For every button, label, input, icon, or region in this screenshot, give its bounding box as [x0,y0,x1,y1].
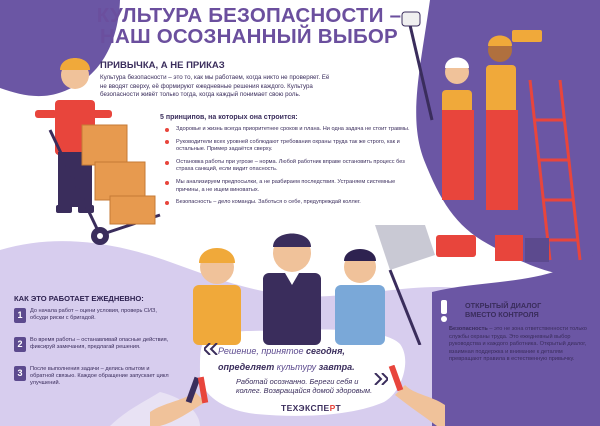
page-title-line1: КУЛЬТУРА БЕЗОПАСНОСТИ – [96,4,402,27]
open-quote-icon [204,343,218,355]
principle-item: Остановка работы при угрозе – норма. Любой работник вправе остановить процесс без страха санкций, если видит опасность. [165,159,415,174]
intro-heading: ПРИВЫЧКА, А НЕ ПРИКАЗ [100,60,225,71]
close-quote-icon [374,373,388,385]
step-number: 3 [14,366,26,381]
principle-item: Мы анализируем предпосылки, а не разбираем последствия. Устраняем системные причины, а не ищем виноватых. [165,179,415,194]
principle-item: Здоровье и жизнь всегда приоритетнее сроков и плана. Ни одна задача не стоит травмы. [165,126,415,133]
principles-list [165,126,415,212]
dialog-heading-line1: ОТКРЫТЫЙ ДИАЛОГ [465,301,542,310]
step-item [14,308,172,332]
quote-line3: Работай осознанно. Береги себя и коллег. Возвращайся домой здоровым. [236,377,373,395]
principle-item: Безопасность – дело команды. Заботься о себе, предупреждай коллег. [165,199,415,206]
step-item [14,366,172,390]
how-it-works-heading: КАК ЭТО РАБОТАЕТ ЕЖЕДНЕВНО: [14,294,144,303]
step-number: 2 [14,337,26,352]
step-text: До начала работ – оцени условия, проверь СИЗ, обсуди риски с бригадой. [30,308,157,321]
dialog-body: – это не зона ответственности только службы охраны труда. Это ежедневный выбор руководства и каждого работника. Открытый диалог, взаимная поддержка и внимание к деталям превращают правила в естественную привычку. [449,326,587,363]
step-item [14,337,172,361]
dialog-lead: Безопасность [449,326,488,332]
dialog-text [449,326,594,364]
brand-logo [281,403,341,413]
principles-heading: 5 принципов, на которых она строится: [160,114,298,121]
logo-part: Т [335,403,342,413]
step-text: После выполнения задачи – делись опытом и обратной связью. Каждое обращение запускает цикл улучшений. [30,366,169,386]
intro-text: Культура безопасности – это то, как мы работаем, когда никто не проверяет. Её не вводят сверху, её формируют ежедневные решения каждого. Культура безопасности живёт только тогда, когда каждый понимает свою роль. [100,74,330,99]
dialog-heading [465,301,595,319]
logo-part: ТЕХЭКСПЕ [281,403,330,413]
step-number: 1 [14,308,26,323]
hand-with-tool-icon [385,365,445,426]
quote-part: культуру [274,362,319,372]
quote-bold-defines: определяет [218,362,275,372]
quote-bold-today: сегодня, [305,346,345,356]
steps-list [14,308,172,395]
logo-accent: Р [329,403,336,413]
quote-bold-tomorrow: завтра. [318,362,355,372]
principle-item: Руководители всех уровней соблюдают требования охраны труда так же строго, как и остальные. Пример задаётся сверху. [165,139,415,154]
team-of-workers-illustration [175,225,445,345]
page-title [14,5,484,47]
page-title-line2: НАШ ОСОЗНАННЫЙ ВЫБОР [100,25,398,48]
exclamation-icon [438,300,450,322]
quote-line2 [218,362,355,372]
dialog-heading-line2: ВМЕСТО КОНТРОЛЯ [465,310,539,319]
quote-part: Решение, принятое [218,346,306,356]
step-text: Во время работы – останавливай опасные действия, фиксируй замечания, предлагай решения. [30,337,169,350]
quote-line1 [218,346,345,356]
